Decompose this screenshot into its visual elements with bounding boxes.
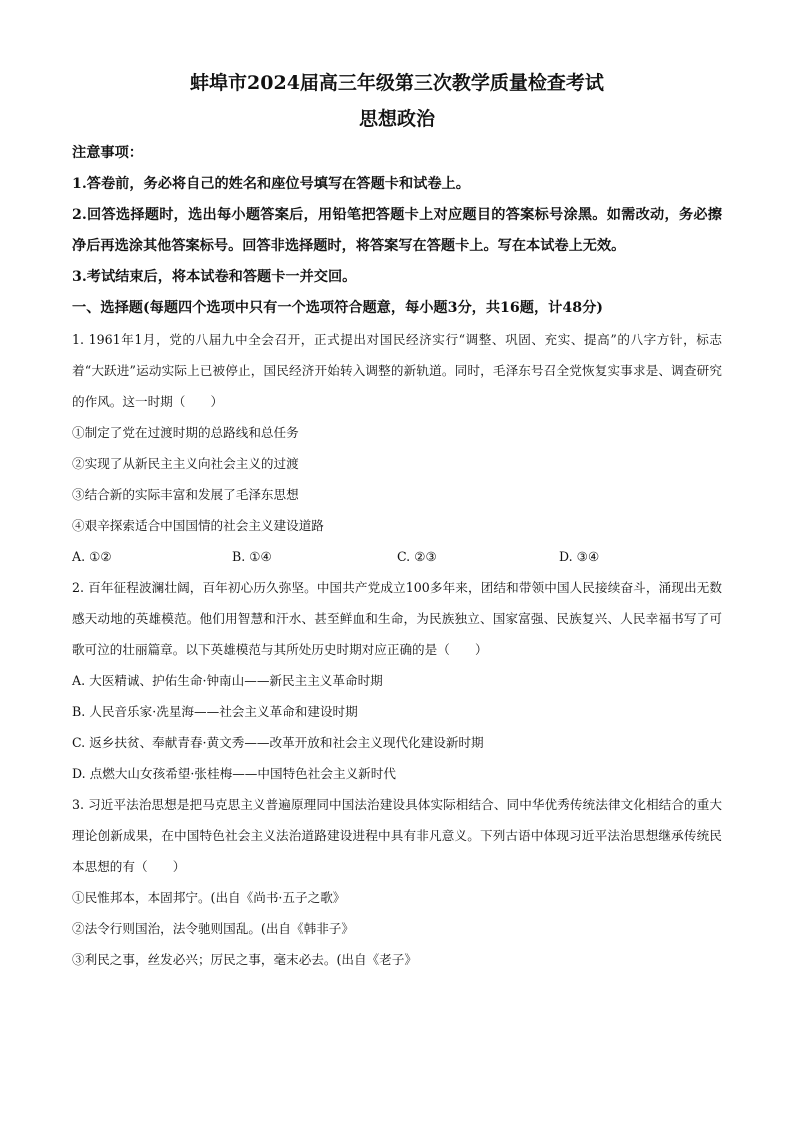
question-stem: 3. 习近平法治思想是把马克思主义普遍原理同中国法治建设具体实际相结合、同中华优秀传统法律文化相结合的重大理论创新成果，在中国特色社会主义法治道路建设进程中具有非凡意义。下列古语中体现习近平法治思想继承传统民本思想的有（ ）	[72, 797, 722, 874]
question-option-a: A. 大医精诚、护佑生命·钟南山——新民主主义革命时期	[72, 673, 383, 688]
question-statement: ③利民之事，丝发必兴；厉民之事，毫末必去。(出自《老子》	[72, 952, 417, 967]
choice-d: D. ③④	[559, 549, 600, 564]
exam-subject: 思想政治	[358, 108, 435, 130]
question-option-d: D. 点燃大山女孩希望·张桂梅——中国特色社会主义新时代	[72, 766, 396, 781]
section-heading-choice: 一、选择题(每题四个选项中只有一个选项符合题意，每小题3分，共16题，计48分)	[72, 300, 603, 316]
question-statement: ①民惟邦本，本固邦宁。(出自《尚书·五子之歌》	[72, 890, 346, 905]
question-statement: ①制定了党在过渡时期的总路线和总任务	[72, 425, 299, 440]
choice-c: C. ②③	[397, 549, 437, 564]
exam-title: 蚌埠市2024届高三年级第三次教学质量检查考试	[190, 72, 604, 94]
question-statement: ②法令行则国治，法令驰则国乱。(出自《韩非子》	[72, 921, 354, 936]
choice-b: B. ①④	[232, 549, 272, 564]
question-stem: 1. 1961年1月，党的八届九中全会召开，正式提出对国民经济实行“调整、巩固、充实、提高”的八字方针，标志着“大跃进”运动实际上已被停止，国民经济开始转入调整的新轨道。同时，毛泽东号召全党恢复实事求是、调查研究的作风。这一时期（ ）	[72, 332, 722, 409]
question-option-c: C. 返乡扶贫、奉献青春·黄文秀——改革开放和社会主义现代化建设新时期	[72, 735, 484, 750]
question-option-b: B. 人民音乐家·冼星海——社会主义革命和建设时期	[72, 704, 358, 719]
question-statement: ③结合新的实际丰富和发展了毛泽东思想	[72, 487, 299, 502]
notice-heading: 注意事项：	[72, 145, 143, 161]
notice-item-3: 3.考试结束后，将本试卷和答题卡一并交回。	[72, 269, 357, 285]
notice-item-1: 1.答卷前，务必将自己的姓名和座位号填写在答题卡和试卷上。	[72, 176, 470, 192]
choice-a: A. ①②	[72, 549, 112, 564]
notice-item-2: 2.回答选择题时，选出每小题答案后，用铅笔把答题卡上对应题目的答案标号涂黑。如需改动，务必擦净后再选涂其他答案标号。回答非选择题时，将答案写在答题卡上。写在本试卷上无效。	[72, 207, 722, 254]
question-statement: ②实现了从新民主主义向社会主义的过渡	[72, 456, 299, 471]
question-stem: 2. 百年征程波澜壮阔，百年初心历久弥坚。中国共产党成立100多年来，团结和带领中国人民接续奋斗，涌现出无数感天动地的英雄模范。他们用智慧和汗水、甚至鲜血和生命，为民族独立、国家富强、民族复兴、人民幸福书写了可歌可泣的壮丽篇章。以下英雄模范与其所处历史时期对应正确的是（ ）	[72, 580, 722, 657]
question-1	[72, 324, 722, 572]
answer-choices	[72, 541, 722, 572]
question-3	[72, 789, 722, 975]
question-2	[72, 572, 722, 789]
question-statement: ④艰辛探索适合中国国情的社会主义建设道路	[72, 518, 324, 533]
notice-block	[72, 138, 722, 293]
